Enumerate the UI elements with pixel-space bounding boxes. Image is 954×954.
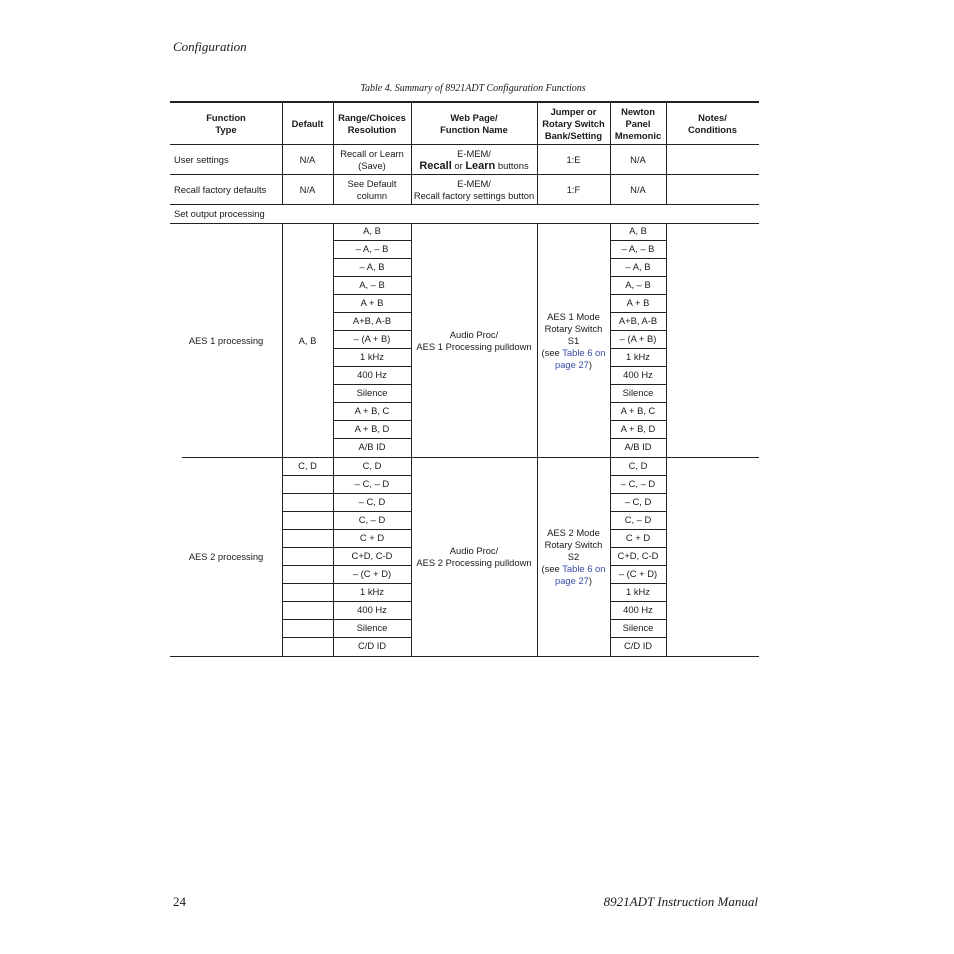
table6-link[interactable]: Table 6 on	[562, 563, 606, 574]
table-caption-text: Table 4. Summary of 8921ADT Configuration Functions	[360, 83, 586, 94]
col-rule	[610, 223, 611, 657]
aes1-newton: – (A + B)	[619, 333, 657, 344]
recall-factory-jumper: 1:F	[566, 183, 581, 195]
col-rule	[610, 101, 611, 204]
aes1-newton: – A, B	[625, 261, 651, 272]
aes1-choice: A, B	[363, 225, 381, 236]
aes2-newton: C/D ID	[623, 640, 653, 651]
aes1-newton: A/B ID	[624, 441, 652, 452]
aes1-choice: – (A + B)	[353, 333, 391, 344]
aes2-newton: 400 Hz	[623, 604, 653, 615]
aes2-newton: C, – D	[624, 514, 652, 525]
aes1-jumper: AES 1 Mode Rotary Switch S1 (see Table 6 on page 27)	[541, 310, 606, 370]
aes1-newton: 1 kHz	[626, 351, 650, 362]
aes2-function: AES 2 processing	[188, 551, 264, 562]
aes2-jumper: AES 2 Mode Rotary Switch S2 (see Table 6 on page 27)	[541, 527, 606, 586]
aes2-newton: – C, D	[624, 496, 652, 507]
header-range: Range/Choices Resolution	[338, 112, 406, 135]
col-rule	[411, 223, 412, 657]
recall-factory-webpage: E-MEM/ Recall factory settings button	[413, 177, 535, 201]
aes1-choice: 400 Hz	[357, 369, 387, 380]
aes2-choice: C + D	[359, 532, 385, 543]
aes1-newton: A + B, D	[620, 423, 656, 434]
aes1-choice: A, – B	[359, 279, 385, 290]
header-notes: Notes/ Conditions	[688, 112, 737, 135]
table6-link[interactable]: Table 6 on	[562, 346, 606, 358]
aes2-newton: C, D	[628, 460, 648, 471]
user-settings-range: Recall or Learn (Save)	[340, 148, 404, 171]
aes2-webpage: Audio Proc/ AES 2 Processing pulldown	[416, 545, 532, 568]
aes1-choice: Silence	[356, 387, 388, 398]
aes2-newton: C + D	[625, 532, 651, 543]
col-rule	[282, 101, 283, 204]
col-rule	[333, 223, 334, 657]
col-rule	[666, 101, 667, 204]
aes2-default: C, D	[298, 460, 317, 471]
col-rule	[411, 101, 412, 204]
aes2-newton: C+D, C-D	[617, 550, 659, 561]
aes1-newton: A, – B	[625, 279, 651, 290]
page-number: 24	[173, 894, 186, 909]
user-settings-webpage: E-MEM/ Recall or Learn buttons	[419, 148, 529, 172]
aes2-choice: – (C + D)	[352, 568, 392, 579]
aes1-choice: – A, B	[359, 261, 385, 272]
header-jumper: Jumper or Rotary Switch Bank/Setting	[542, 106, 605, 141]
col-rule	[666, 223, 667, 657]
aes2-choice: – C, – D	[354, 478, 390, 489]
aes2-newton: – C, – D	[620, 478, 656, 489]
set-output-processing-label: Set output processing	[174, 208, 265, 219]
aes1-newton: – A, – B	[621, 243, 655, 254]
header-function-type: Function Type	[206, 112, 246, 135]
col-rule	[537, 223, 538, 657]
aes1-choice: A+B, A-B	[352, 315, 392, 326]
table-bottom-rule	[170, 656, 759, 657]
header-default: Default	[291, 118, 324, 129]
aes1-newton: 400 Hz	[623, 369, 653, 380]
header-webpage: Web Page/ Function Name	[440, 112, 508, 135]
aes1-choice: A + B	[360, 297, 384, 308]
user-settings-jumper: 1:E	[566, 154, 581, 165]
aes2-choice: 400 Hz	[357, 604, 387, 615]
col-rule	[282, 223, 283, 657]
col-rule	[537, 101, 538, 204]
aes1-choice: – A, – B	[355, 243, 389, 254]
aes2-choice: C/D ID	[357, 640, 387, 651]
col-rule	[333, 101, 334, 204]
aes2-choice: Silence	[356, 622, 388, 633]
recall-factory-function: Recall factory defaults	[174, 183, 267, 195]
aes1-choice: A + B, C	[354, 405, 390, 416]
user-settings-newton: N/A	[630, 154, 646, 165]
aes1-webpage: Audio Proc/ AES 1 Processing pulldown	[416, 328, 532, 352]
aes2-choice: C+D, C-D	[351, 550, 393, 561]
aes1-newton: A + B	[626, 297, 650, 308]
running-header-title: Configuration	[173, 39, 247, 54]
manual-title: 8921ADT Instruction Manual	[603, 894, 758, 909]
aes1-function: AES 1 processing	[188, 334, 264, 346]
configuration-table	[170, 101, 759, 657]
aes1-choice: A + B, D	[354, 423, 390, 434]
aes2-choice: – C, D	[358, 496, 386, 507]
header-newton: Newton Panel Mnemonic	[614, 106, 662, 141]
recall-factory-range: See Default column	[347, 177, 397, 201]
page27-link[interactable]: page 27	[554, 575, 589, 586]
aes2-newton: – (C + D)	[618, 568, 658, 579]
aes1-choice: A/B ID	[358, 441, 386, 452]
recall-factory-newton: N/A	[630, 183, 646, 195]
aes1-newton: A + B, C	[620, 405, 656, 416]
table-caption	[0, 83, 954, 94]
aes1-choice: 1 kHz	[360, 351, 384, 362]
aes2-choice: 1 kHz	[360, 586, 384, 597]
aes1-newton: A, B	[629, 225, 647, 236]
aes2-newton: 1 kHz	[626, 586, 650, 597]
aes2-choice: C, – D	[358, 514, 386, 525]
aes1-newton: A+B, A-B	[618, 315, 658, 326]
user-settings-function: User settings	[174, 154, 229, 165]
recall-factory-default: N/A	[299, 183, 316, 195]
aes2-choice: C, D	[362, 460, 382, 471]
aes1-default: A, B	[298, 334, 317, 346]
aes1-newton: Silence	[622, 387, 654, 398]
user-settings-default: N/A	[299, 154, 316, 165]
page27-link[interactable]: page 27	[554, 358, 589, 370]
aes2-newton: Silence	[622, 622, 654, 633]
rule-between-aes1-aes2	[182, 457, 759, 458]
